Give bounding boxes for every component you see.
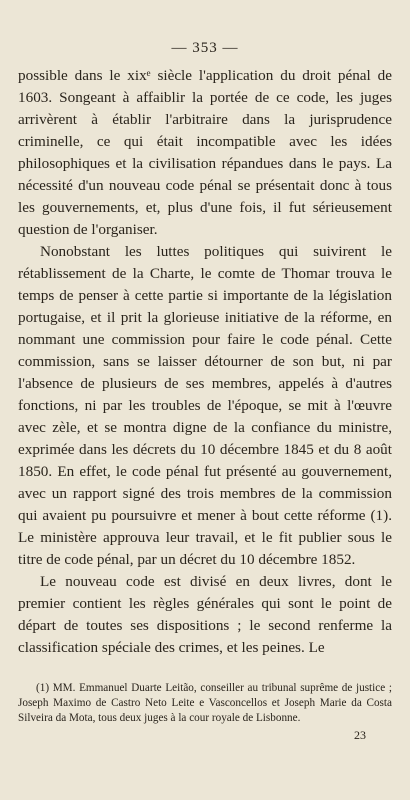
page-number: — 353 —: [171, 40, 239, 56]
paragraph: Le nouveau code est divisé en deux livres, dont le premier contient les règles générales qui sont le point de départ de toutes ses dispositions ; le second renferme la classification spéciale des crimes, et les peines. Le: [18, 573, 392, 656]
footnote: (1) MM. Emmanuel Duarte Leitão, conseiller au tribunal suprême de justice ; Joseph Maximo de Castro Neto Leite e Vasconcellos et Joseph Marie da Costa Silveira da Mota, tous deux juges à la cour royale de Lisbonne.: [18, 682, 392, 724]
signature-mark: 23: [354, 728, 366, 742]
paragraph: Nonobstant les luttes politiques qui suivirent le rétablissement de la Charte, le comte de Thomar trouva le temps de penser à cette partie si importante de la législation portugaise, et il prit la glorieuse initiative de la réforme, en nommant une commission pour faire le code pénal. Cette commission, sans se laisser détourner de son but, ni par l'absence de plusieurs de ses membres, appelés à d'autres fonctions, ni par les troubles de l'époque, se mit à l'œuvre avec zèle, et se montra digne de la confiance du ministre, exprimée dans les décrets du 10 décembre 1845 et du 8 août 1850. En effet, le code pénal fut présenté au gouvernement, avec un rapport signé des trois membres de la commission qui avaient pu poursuivre et mener à bout cette réforme (1). Le ministère approuva leur travail, et le fit publier sous le titre de code pénal, par un décret du 10 décembre 1852.: [18, 243, 392, 568]
footnotes: [18, 681, 392, 726]
body-text: [18, 65, 392, 659]
paragraph: possible dans le xixᵉ siècle l'application du droit pénal de 1603. Songeant à affaiblir la portée de ce code, les juges arrivèrent à établir l'arbitraire dans la jurisprudence criminelle, ce qui était incompatible avec les idées philosophiques et la civilisation répandues dans le pays. La nécessité d'un nouveau code pénal se présentait donc à tous les gouvernements, et, plus d'une fois, il fut sérieusement question de l'organiser.: [18, 67, 392, 238]
